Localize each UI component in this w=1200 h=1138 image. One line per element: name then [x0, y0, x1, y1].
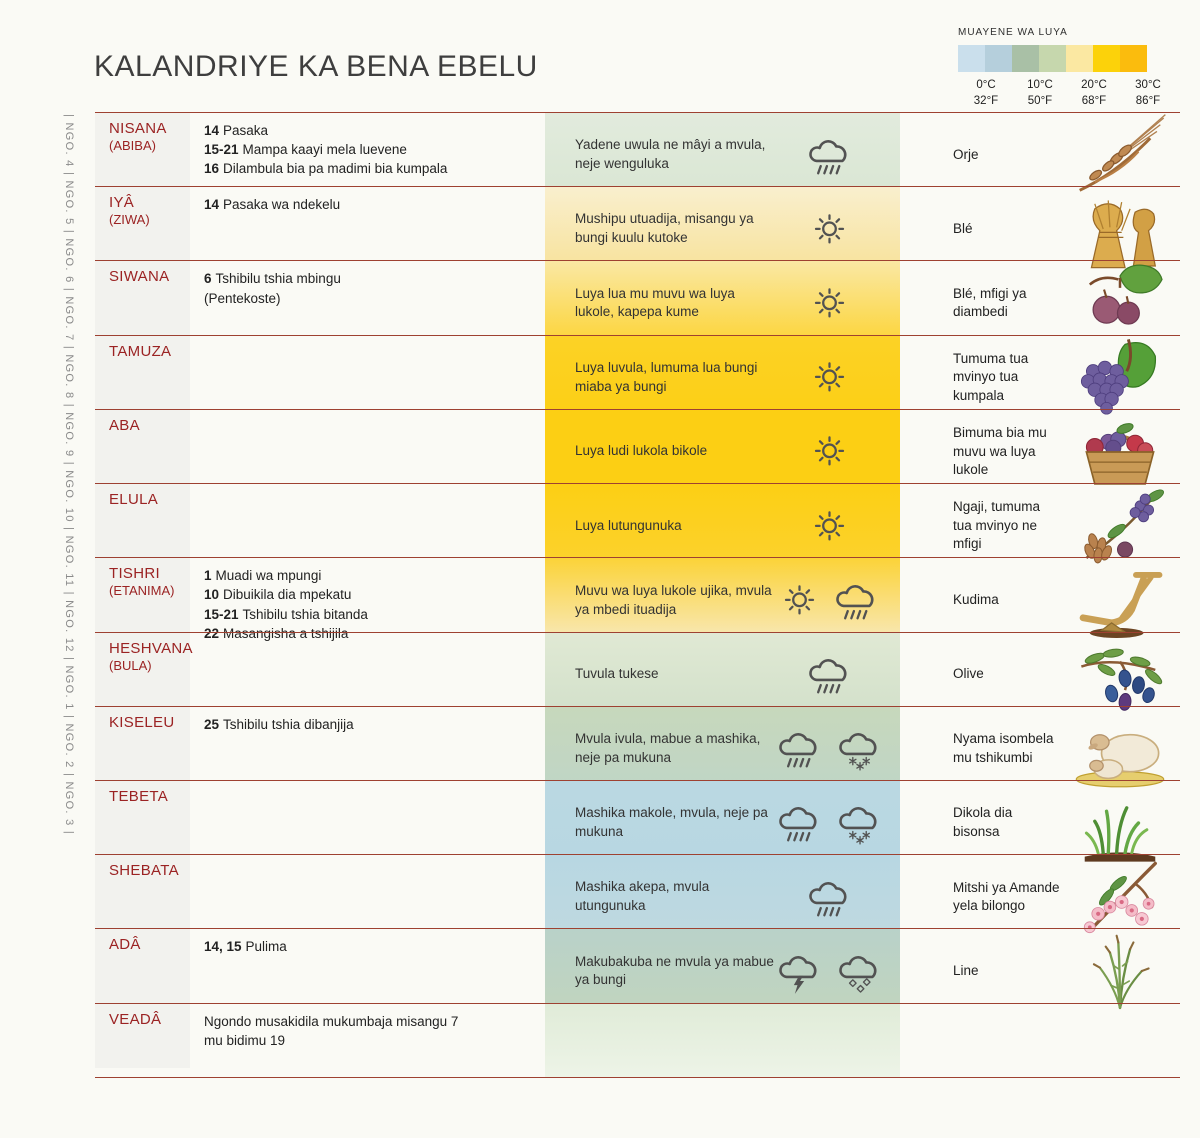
event-text: Pulima: [245, 939, 287, 955]
temp-f-label: 32°F: [973, 95, 999, 107]
temp-swatch: [1012, 45, 1039, 72]
weather-icons: [770, 558, 888, 643]
weather-description: Muvu wa luya lukole ujika, mvula ya mbedi ituadija: [575, 582, 772, 617]
month-cell: [95, 336, 190, 411]
event-date: 15-21: [204, 606, 239, 622]
hebrew-month-alt-name: (BULA): [109, 657, 152, 673]
product-cell: [900, 261, 1060, 345]
sprouting-grass-illustration: [1067, 781, 1173, 865]
hebrew-month-name: SHEBATA: [109, 862, 179, 880]
events-cell: [190, 781, 545, 865]
calendar-row: [95, 854, 1180, 928]
hebrew-month-name: KISELEU: [109, 713, 175, 731]
calendar-row: [95, 706, 1180, 780]
storm-cloud-icon: [773, 947, 825, 996]
weather-icons: [770, 929, 888, 1013]
rain-cloud-icon: [803, 873, 855, 922]
event-text: Dilambula bia pa madimi bia kumpala: [223, 161, 448, 177]
product-cell: [900, 187, 1060, 271]
temp-c-label: 10°C: [1027, 79, 1053, 91]
product-cell: [900, 781, 1060, 865]
temp-swatch: [1039, 45, 1066, 72]
weather-description: Mashika makole, mvula, neje pa mukuna: [575, 805, 768, 839]
weather-description: Mashika akepa, mvula utungunuka: [575, 879, 710, 914]
weather-cell: [545, 410, 900, 494]
rain-cloud-icon: [803, 650, 855, 699]
rain-cloud-icon: [830, 576, 882, 625]
hebrew-month-name: VEADÂ: [109, 1010, 162, 1028]
temp-f-label: 86°F: [1135, 95, 1161, 107]
temp-c-label: 20°C: [1081, 79, 1107, 91]
hebrew-month-name: HESHVANA: [109, 639, 193, 657]
month-cell: [95, 113, 190, 188]
event-text: Tshibilu tshia bitanda: [242, 606, 368, 622]
events-cell: [190, 484, 545, 568]
illustration-cell: [1060, 558, 1180, 643]
hebrew-month-name: TAMUZA: [109, 342, 172, 360]
weather-description: Luya lua mu muvu wa luya lukole, kapepa kume: [575, 285, 735, 320]
temp-tick: [1081, 77, 1107, 109]
events-cell: [190, 261, 545, 345]
product-label: Mitshi ya Amande yela bilongo: [953, 879, 1060, 914]
illustration-cell: [1060, 261, 1180, 345]
olives-illustration: [1067, 633, 1173, 717]
calendar-row: [95, 335, 1180, 409]
temp-tick: [974, 77, 998, 109]
month-cell: [95, 1004, 190, 1068]
rain-cloud-icon: [773, 798, 825, 847]
illustration-cell: [1060, 781, 1180, 865]
event-line: [204, 269, 545, 288]
fruit-basket-illustration: [1067, 410, 1173, 494]
month-cell: [95, 410, 190, 485]
product-cell: [900, 1004, 1060, 1077]
event-line: [204, 159, 545, 178]
hebrew-month-name: SIWANA: [109, 268, 170, 286]
figs-illustration: [1067, 261, 1173, 345]
weather-description: Tuvula tukese: [575, 666, 659, 682]
events-cell: [190, 410, 545, 494]
illustration-cell: [1060, 929, 1180, 1013]
events-cell: [190, 336, 545, 420]
weather-description: Mvula ivula, mabue a mashika, neje pa mukuna: [575, 730, 761, 765]
event-text: Masangisha a tshijila: [223, 625, 349, 641]
product-label: Kudima: [953, 592, 999, 608]
month-cell: [95, 633, 193, 708]
event-line: [204, 566, 545, 585]
event-text: Pasaka wa ndekelu: [223, 197, 341, 213]
product-cell: [900, 410, 1060, 494]
illustration-cell: [1060, 410, 1180, 494]
temperature-color-scale: [958, 45, 1147, 72]
illustration-cell: [1060, 113, 1180, 197]
event-text: Muadi wa mpungi: [215, 568, 322, 584]
illustration-cell: [1060, 484, 1180, 568]
temp-f-label: 68°F: [1081, 95, 1107, 107]
sun-icon: [807, 279, 852, 328]
month-cell: [95, 261, 190, 336]
temp-swatch: [985, 45, 1012, 72]
product-cell: [900, 336, 1060, 420]
event-text: Tshibilu tshia mbingu: [215, 271, 341, 287]
event-text: Ngondo musakidila mukumbaja misangu 7: [204, 1013, 459, 1029]
weather-cell: [545, 1004, 900, 1077]
hebrew-month-name: TISHRI: [109, 565, 160, 583]
temperature-legend: [958, 27, 1168, 115]
hebrew-month-alt-name: (ETANIMA): [109, 583, 175, 599]
month-cell: [95, 929, 190, 1004]
product-cell: [900, 707, 1060, 791]
weather-icons: [770, 484, 888, 568]
temp-tick: [1135, 77, 1161, 109]
weather-description: Luya lutungunuka: [575, 517, 682, 533]
page-title: KALANDRIYE KA BENA EBELU: [94, 50, 538, 83]
weather-icons: [770, 261, 888, 345]
month-cell: [95, 707, 190, 782]
event-text: Dibuikila dia mpekatu: [223, 587, 352, 603]
calendar-row: [95, 557, 1180, 641]
events-cell: [190, 855, 545, 939]
event-date: 14: [204, 123, 220, 138]
event-line: [204, 585, 545, 604]
event-line: [204, 1031, 545, 1050]
illustration-cell: [1060, 633, 1180, 717]
hebrew-month-name: NISANA: [109, 120, 167, 137]
temp-swatch: [1066, 45, 1093, 72]
event-text: Mampa kaayi mela luevene: [242, 142, 407, 158]
weather-icons: [770, 336, 888, 420]
almond-blossom-illustration: [1067, 855, 1173, 939]
product-cell: [900, 113, 1060, 197]
wheat-sheaves-illustration: [1067, 187, 1173, 271]
calendar-table: [95, 112, 1180, 1078]
events-cell: [190, 1004, 545, 1077]
calendar-row: [95, 260, 1180, 334]
event-text: Pasaka: [223, 123, 269, 138]
weather-description: Makubakuba ne mvula ya mabue ya bungi: [575, 953, 774, 988]
flax-illustration: [1067, 929, 1173, 1013]
weather-cell: [545, 187, 900, 271]
calendar-row: [95, 186, 1180, 260]
product-label: Nyama isombela mu tshikumbi: [953, 731, 1054, 765]
sheep-illustration: [1067, 707, 1173, 791]
events-cell: [190, 113, 545, 197]
product-cell: [900, 558, 1060, 643]
weather-icons: [770, 187, 888, 271]
sun-icon: [807, 502, 852, 551]
event-date: 25: [204, 716, 220, 732]
product-label: Blé: [953, 220, 973, 236]
product-label: Line: [953, 963, 979, 979]
weather-icons: [770, 855, 888, 939]
product-cell: [900, 484, 1060, 568]
hebrew-month-name: TEBETA: [109, 787, 169, 805]
weather-description: Mushipu utuadija, misangu ya bungi kuulu kutoke: [575, 211, 754, 246]
weather-description: Luya ludi lukola bikole: [575, 443, 708, 459]
temp-tick: [1027, 77, 1053, 109]
weather-cell: [545, 261, 900, 345]
calendar-row: [95, 1003, 1180, 1077]
gregorian-months-strip: | NGO. 4 | NGO. 5 | NGO. 6 | NGO. 7 | NGO. 8 | NGO. 9 | NGO. 10 | NGO. 11 | NGO. 12 | NGO. 1 | NGO. 2 | NGO. 3 |: [63, 114, 75, 836]
calendar-row: [95, 632, 1180, 706]
dates-grapes-figs-illustration: [1067, 484, 1173, 568]
month-cell: [95, 187, 190, 262]
snow-cloud-icon: [833, 798, 885, 847]
events-cell: [190, 707, 545, 791]
event-date: 14, 15: [204, 939, 242, 955]
product-label: Ngaji, tumuma tua mvinyo ne mfigi: [953, 499, 1041, 552]
event-line: [204, 937, 545, 956]
calendar-row: [95, 928, 1180, 1002]
snow-cloud-icon: [833, 724, 885, 773]
events-cell: [190, 187, 545, 271]
calendar-row: [95, 483, 1180, 557]
weather-icons: [770, 707, 888, 791]
product-label: Orje: [953, 146, 979, 162]
weather-cell: [545, 558, 900, 643]
event-date: 15-21: [204, 142, 239, 158]
event-line: [204, 605, 545, 624]
illustration-cell: [1060, 855, 1180, 939]
hebrew-month-name: IYÂ: [109, 194, 135, 212]
calendar-row: [95, 409, 1180, 483]
rain-cloud-icon: [773, 724, 825, 773]
rain-cloud-icon: [803, 131, 855, 180]
temp-f-label: 50°F: [1027, 95, 1053, 107]
temp-c-label: 30°C: [1135, 79, 1161, 91]
event-date: 16: [204, 161, 220, 177]
month-cell: [95, 855, 190, 930]
plow-illustration: [1067, 559, 1173, 643]
product-label: Olive: [953, 666, 984, 682]
product-cell: [900, 633, 1060, 717]
calendar-row: [95, 112, 1180, 186]
illustration-cell: [1060, 187, 1180, 271]
sun-icon: [777, 576, 822, 625]
grapes-illustration: [1067, 336, 1173, 420]
weather-cell: [545, 855, 900, 939]
event-date: 6: [204, 271, 212, 287]
hebrew-month-name: ELULA: [109, 491, 159, 509]
weather-icons: [770, 633, 888, 717]
sun-icon: [807, 205, 852, 254]
weather-description: Yadene uwula ne mâyi a mvula, neje wenguluka: [575, 137, 766, 171]
product-cell: [900, 929, 1060, 1013]
event-text: Tshibilu tshia dibanjija: [223, 716, 354, 732]
event-line: [204, 121, 545, 140]
events-cell: [190, 633, 545, 717]
event-date: 1: [204, 568, 212, 584]
events-cell: [190, 558, 545, 643]
illustration-cell: [1060, 1004, 1180, 1077]
event-date: 22: [204, 625, 220, 641]
weather-cell: [545, 929, 900, 1013]
event-date: 14: [204, 197, 220, 213]
legend-scale-labels: [958, 77, 1168, 115]
temp-swatch: [1093, 45, 1120, 72]
calendar-row: [95, 780, 1180, 854]
hebrew-month-alt-name: (ABIBA): [109, 138, 156, 153]
events-cell: [190, 929, 545, 1013]
event-text: (Pentekoste): [204, 290, 281, 306]
temp-swatch: [1120, 45, 1147, 72]
event-line: [204, 289, 545, 308]
illustration-cell: [1060, 336, 1180, 420]
product-label: Dikola dia bisonsa: [953, 805, 1013, 839]
sun-icon: [807, 427, 852, 476]
temp-c-label: 0°C: [976, 79, 996, 91]
event-line: [204, 1012, 545, 1031]
event-line: [204, 195, 545, 214]
event-line: [204, 140, 545, 159]
weather-icons: [770, 781, 888, 865]
event-date: 10: [204, 587, 220, 603]
weather-cell: [545, 707, 900, 791]
month-cell: [95, 484, 190, 559]
legend-title: MUAYENE WA LUYA: [958, 27, 1068, 38]
hebrew-month-alt-name: (ZIWA): [109, 212, 150, 228]
event-line: [204, 715, 545, 734]
illustration-cell: [1060, 707, 1180, 791]
temp-swatch: [958, 45, 985, 72]
product-label: Tumuma tua mvinyo tua kumpala: [953, 350, 1029, 403]
product-label: Blé, mfigi ya diambedi: [953, 285, 1027, 320]
hebrew-month-name: ADÂ: [109, 936, 141, 954]
weather-icons: [770, 410, 888, 494]
product-label: Bimuma bia mu muvu wa luya lukole: [953, 424, 1047, 478]
month-cell: [95, 558, 190, 634]
weather-cell: [545, 113, 900, 197]
weather-cell: [545, 336, 900, 420]
event-text: mu bidimu 19: [204, 1032, 286, 1048]
hebrew-month-name: ABA: [109, 416, 140, 434]
weather-cell: [545, 633, 900, 717]
weather-cell: [545, 781, 900, 865]
weather-icons: [770, 113, 888, 197]
barley-illustration: [1067, 113, 1173, 197]
weather-description: Luya luvula, lumuma lua bungi miaba ya bungi: [575, 359, 758, 394]
hail-cloud-icon: [833, 947, 885, 996]
sun-icon: [807, 353, 852, 402]
product-cell: [900, 855, 1060, 939]
weather-cell: [545, 484, 900, 568]
month-cell: [95, 781, 190, 856]
